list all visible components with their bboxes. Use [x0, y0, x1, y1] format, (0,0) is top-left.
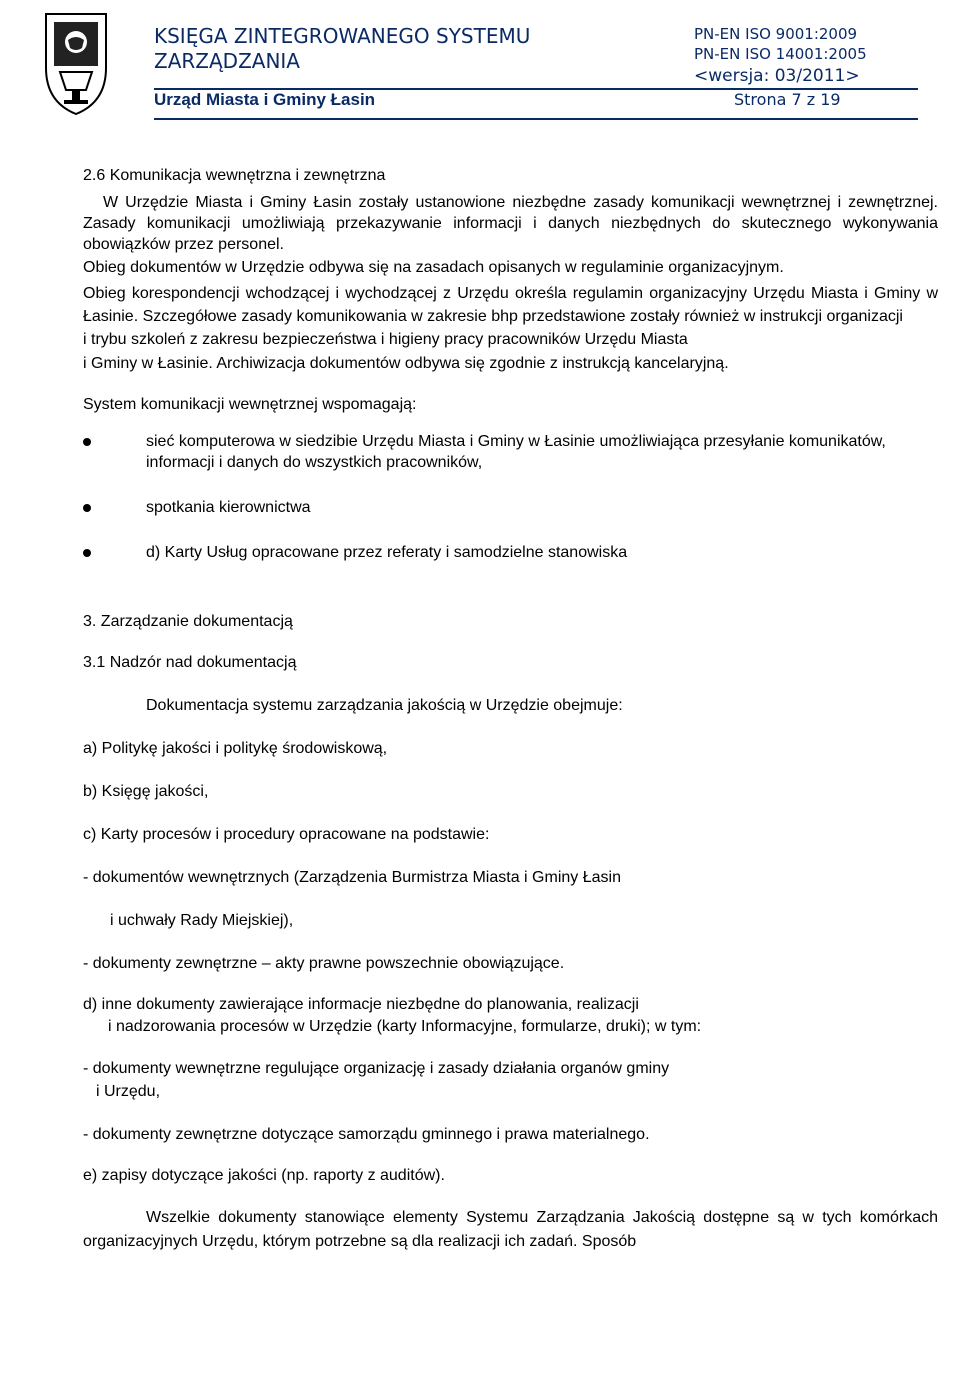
standard-iso9001: PN-EN ISO 9001:2009 [694, 25, 858, 43]
header-rule-bottom [154, 118, 918, 120]
document-header [42, 10, 918, 120]
item-e: e) zapisy dotyczące jakości (np. raporty z auditów). [83, 1167, 445, 1184]
item-c-external: - dokumenty zewnętrzne – akty prawne powszechnie obowiązujące. [83, 955, 565, 972]
item-c-internal-cont: i uchwały Rady Miejskiej), [110, 912, 294, 929]
paragraph-document-flow: Obieg dokumentów w Urzędzie odbywa się na zasadach opisanych w regulaminie organizacyjnym. [83, 259, 784, 276]
standards-block [694, 24, 918, 88]
document-body [83, 165, 938, 1254]
documentation-intro: Dokumentacja systemu zarządzania jakością w Urzędzie obejmuje: [146, 697, 623, 714]
list-item [83, 542, 938, 563]
item-d-line2: i nadzorowania procesów w Urzędzie (karty Informacyjne, formularze, druki); w tym: [108, 1018, 702, 1035]
system-support-list [83, 431, 938, 563]
item-d-external: - dokumenty zewnętrzne dotyczące samorządu gminnego i prawa materialnego. [83, 1126, 650, 1143]
bullet-icon [83, 438, 91, 446]
section-3-1-title: 3.1 Nadzór nad dokumentacją [83, 654, 297, 671]
coat-of-arms-logo [42, 10, 110, 118]
list-item [83, 431, 938, 473]
section-2-6-title: 2.6 Komunikacja wewnętrzna i zewnętrzna [83, 167, 386, 184]
page-number: Strona 7 z 19 [734, 90, 841, 109]
paragraph-correspondence: Obieg korespondencji wchodzącej i wychodzącej z Urzędu określa regulamin organizacyjny Urzędu Miasta i Gminy w Łasinie. Szczegółowe zasady komunikowania w zakresie bhp przedstawione zostały również w instrukcji organizacji [83, 285, 938, 325]
office-name: Urząd Miasta i Gminy Łasin [154, 90, 376, 109]
book-title [154, 24, 654, 74]
item-a: a) Politykę jakości i politykę środowiskową, [83, 740, 388, 757]
item-d-line1: d) inne dokumenty zawierające informacje niezbędne do planowania, realizacji [83, 996, 639, 1013]
list-item-text: spotkania kierownictwa [146, 499, 311, 516]
list-item [83, 497, 938, 518]
bullet-icon [83, 549, 91, 557]
paragraph-bhp-training: i trybu szkoleń z zakresu bezpieczeństwa i higieny pracy pracowników Urzędu Miasta [83, 331, 688, 348]
paragraph-communication: W Urzędzie Miasta i Gminy Łasin zostały ustanowione niezbędne zasady komunikacji wewnętrznej i zewnętrznej. Zasady komunikacji umożliwiają przekazywanie informacji i danych niezbędnych do skutecznego wykonywania obowiązków przez personel. [83, 194, 938, 253]
item-c: c) Karty procesów i procedury opracowane na podstawie: [83, 826, 490, 843]
version-label: <wersja: 03/2011> [694, 66, 860, 86]
list-item-text: sieć komputerowa w siedzibie Urzędu Miasta i Gminy w Łasinie umożliwiająca przesyłanie komunikatów, informacji i danych do wszystkich pracowników, [146, 433, 886, 471]
list-item-text: d) Karty Usług opracowane przez referaty i samodzielne stanowiska [146, 544, 628, 561]
item-d-internal-cont: i Urzędu, [96, 1083, 161, 1100]
section-3-title: 3. Zarządzanie dokumentacją [83, 613, 293, 630]
item-d-internal: - dokumenty wewnętrzne regulujące organizację i zasady działania organów gminy [83, 1060, 670, 1077]
system-intro: System komunikacji wewnętrznej wspomagają: [83, 396, 417, 413]
item-c-internal: - dokumentów wewnętrznych (Zarządzenia Burmistrza Miasta i Gminy Łasin [83, 869, 621, 886]
item-b: b) Księgę jakości, [83, 783, 209, 800]
standard-iso14001: PN-EN ISO 14001:2005 [694, 45, 867, 63]
book-title-line2: ZARZĄDZANIA [154, 49, 300, 73]
bullet-icon [83, 504, 91, 512]
final-paragraph: Wszelkie dokumenty stanowiące elementy Systemu Zarządzania Jakością dostępne są w tych komórkach organizacyjnych Urzędu, którym potrzebne są dla realizacji ich zadań. Sposób [83, 1209, 938, 1250]
book-title-line1: KSIĘGA ZINTEGROWANEGO SYSTEMU [154, 24, 531, 48]
paragraph-archiving: i Gminy w Łasinie. Archiwizacja dokumentów odbywa się zgodnie z instrukcją kancelaryjną. [83, 355, 729, 372]
